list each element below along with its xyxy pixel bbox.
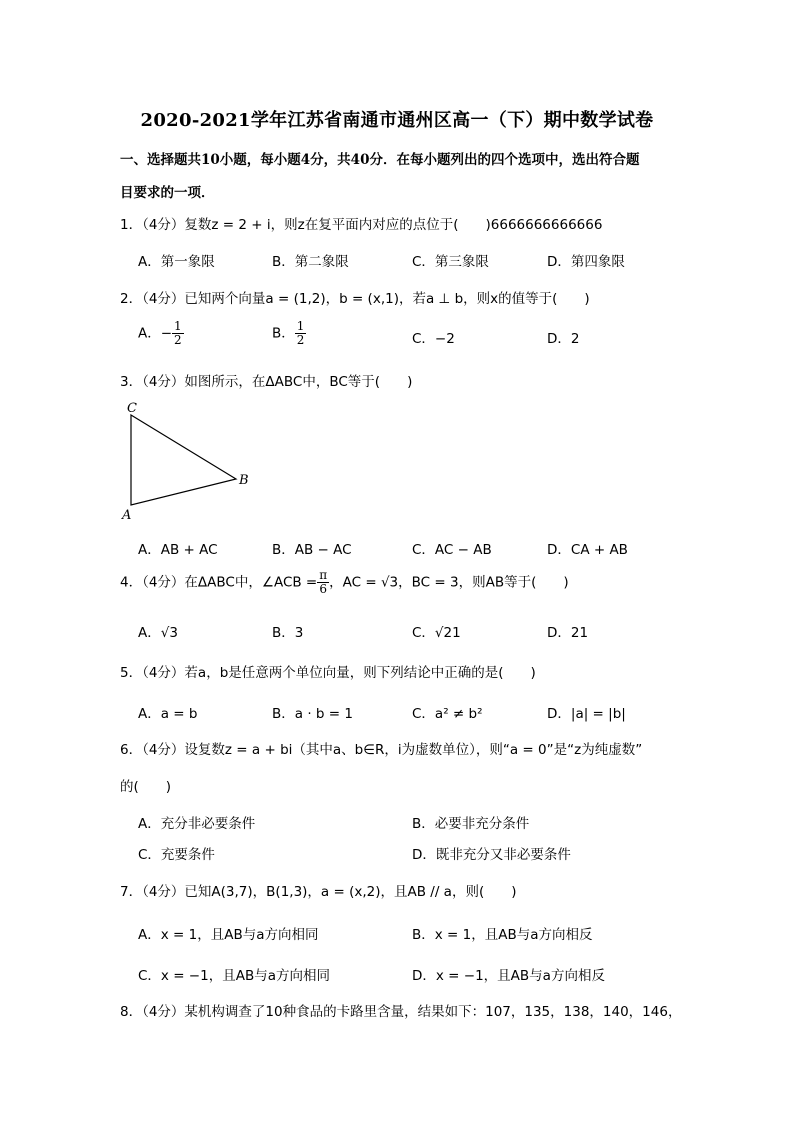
question-2-option-c: C．−2	[412, 331, 455, 347]
question-4-option-a: A．√3	[138, 625, 178, 641]
question-4-option-d: D．21	[547, 625, 589, 641]
question-4-option-c: C．√21	[412, 625, 461, 641]
question-4-stem	[120, 569, 569, 596]
question-5-option-c: C．a² ≠ b²	[412, 706, 483, 722]
question-1-option-d: D．第四象限	[547, 254, 625, 270]
question-2-option-a	[138, 320, 184, 347]
question-7-stem: 7．（4分）已知A(3,7)，B(1,3)，a = (x,2)，且AB // a，则( )	[120, 884, 517, 900]
vertex-label-c: C	[127, 401, 137, 416]
question-6-stem-line2: 的( )	[120, 779, 172, 795]
section-heading-line1: 一、选择题共10小题，每小题4分，共40分．在每小题列出的四个选项中，选出符合题	[120, 152, 640, 168]
question-6-option-d: D．既非充分又非必要条件	[412, 847, 571, 863]
question-5-option-a: A．a = b	[138, 706, 198, 722]
question-1-option-c: C．第三象限	[412, 254, 489, 270]
question-2-stem: 2．（4分）已知两个向量a = (1,2)，b = (x,1)，若a ⊥ b，则x的值等于( )	[120, 291, 590, 307]
question-6-option-c: C．充要条件	[138, 847, 215, 863]
question-7-option-d: D．x = −1，且AB与a方向相反	[412, 968, 605, 984]
fraction-denominator: 2	[296, 333, 305, 347]
question-2-option-a-label: A．−	[138, 325, 173, 342]
question-1-stem: 1．（4分）复数z = 2 + i，则z在复平面内对应的点位于( )6666666666666	[120, 217, 603, 233]
question-3-stem: 3．（4分）如图所示，在ΔABC中，BC等于( )	[120, 374, 413, 390]
question-3-option-b: B．AB − AC	[272, 542, 352, 558]
question-7-option-a: A．x = 1，且AB与a方向相同	[138, 927, 319, 943]
fraction-numerator: π	[319, 568, 328, 582]
fraction-numerator: 1	[174, 319, 182, 333]
question-4-option-b: B．3	[272, 625, 304, 641]
question-5-option-d: D．|a| = |b|	[547, 706, 626, 722]
question-3-option-a: A．AB + AC	[138, 542, 218, 558]
question-4-stem-part2: ，AC = √3，BC = 3，则AB等于( )	[329, 574, 569, 591]
question-4-stem-part1: 4．（4分）在ΔABC中，∠ACB =	[120, 574, 318, 591]
angle-fraction	[317, 569, 329, 596]
fraction-numerator: 1	[296, 319, 305, 333]
triangle-figure	[118, 398, 258, 524]
exam-title: 2020-2021学年江苏省南通市通州区高一（下）期中数学试卷	[140, 110, 654, 131]
question-1-option-b: B．第二象限	[272, 254, 349, 270]
question-7-option-c: C．x = −1，且AB与a方向相同	[138, 968, 330, 984]
question-5-option-b: B．a · b = 1	[272, 706, 353, 722]
question-3-option-d: D．CA + AB	[547, 542, 628, 558]
question-5-stem: 5．（4分）若a，b是任意两个单位向量，则下列结论中正确的是( )	[120, 665, 536, 681]
question-3-option-c: C．AC − AB	[412, 542, 492, 558]
vertex-label-b: B	[239, 473, 249, 488]
question-8-stem: 8．（4分）某机构调查了10种食品的卡路里含量，结果如下：107，135，138，140，146，	[120, 1004, 682, 1020]
vertex-label-a: A	[122, 508, 132, 523]
question-2-option-d: D．2	[547, 331, 580, 347]
question-2-option-b	[272, 320, 306, 347]
section-heading-line2: 目要求的一项．	[120, 185, 215, 201]
fraction-denominator: 2	[174, 333, 182, 347]
question-2-option-a-fraction	[172, 320, 184, 347]
question-6-option-b: B．必要非充分条件	[412, 816, 530, 832]
question-2-option-b-fraction	[295, 320, 307, 347]
fraction-denominator: 6	[319, 582, 328, 596]
question-6-option-a: A．充分非必要条件	[138, 816, 256, 832]
question-2-option-b-label: B．	[272, 325, 295, 342]
question-7-option-b: B．x = 1，且AB与a方向相反	[412, 927, 593, 943]
question-1-option-a: A．第一象限	[138, 254, 215, 270]
triangle-abc	[131, 415, 236, 505]
question-6-stem-line1: 6．（4分）设复数z = a + bi（其中a、b∈R，i为虚数单位），则“a = 0”是“z为纯虚数”	[120, 742, 643, 758]
